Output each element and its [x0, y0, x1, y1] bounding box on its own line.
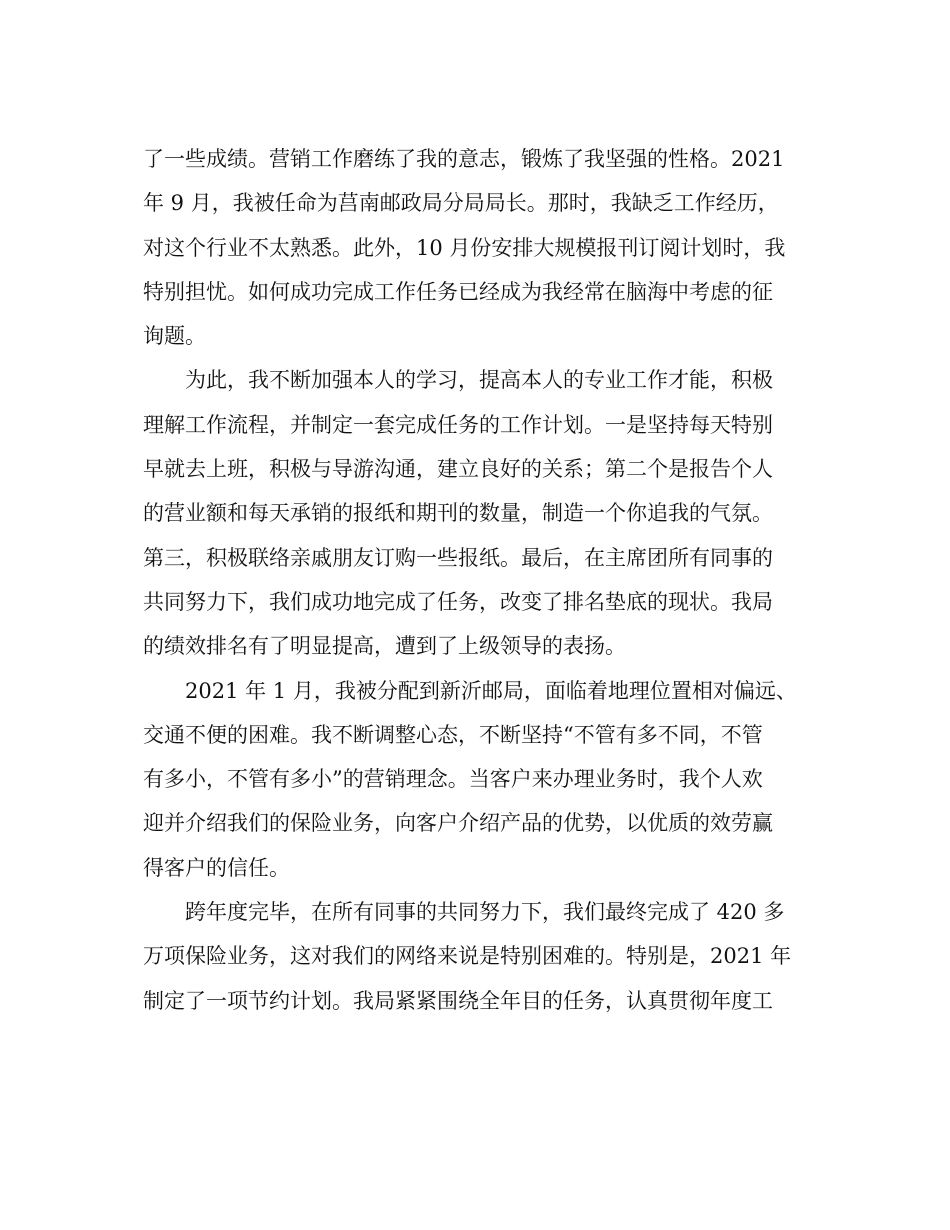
- text-line: 得客户的信任。: [143, 855, 290, 880]
- text-line: 第三，积极联络亲戚朋友订购一些报纸。最后，在主席团所有同事的: [143, 545, 773, 570]
- text-line: 有多小，不管有多小”的营销理念。当客户来办理业务时，我个人欢: [143, 767, 763, 792]
- document-body: [143, 137, 811, 1023]
- text-line: 早就去上班，积极与导游沟通，建立良好的关系；第二个是报告个人: [143, 457, 773, 482]
- text-line: 特别担忧。如何成功完成工作任务已经成为我经常在脑海中考虑的征: [143, 279, 773, 304]
- text-line: 共同努力下，我们成功地完成了任务，改变了排名垫底的现状。我局: [143, 589, 773, 614]
- text-line: 的绩效排名有了明显提高，遭到了上级领导的表扬。: [143, 634, 626, 659]
- text-line: 理解工作流程，并制定一套完成任务的工作计划。一是坚持每天特别: [143, 412, 773, 437]
- text-line: 为此，我不断加强本人的学习，提高本人的专业工作才能，积极: [185, 368, 773, 393]
- text-line: 万项保险业务，这对我们的网络来说是特别困难的。特别是，2021 年: [143, 944, 792, 969]
- paragraph-1: [143, 137, 811, 358]
- text-line: 询题。: [143, 324, 206, 349]
- text-line: 了一些成绩。营销工作磨练了我的意志，锻炼了我坚强的性格。2021: [143, 147, 785, 171]
- paragraph-3: [143, 669, 811, 890]
- text-line: 的营业额和每天承销的报纸和期刊的数量，制造一个你追我的气氛。: [143, 501, 773, 526]
- paragraph-4: [143, 890, 811, 1023]
- text-line: 年 9 月，我被任命为莒南邮政局分局局长。那时，我缺乏工作经历，: [143, 191, 779, 216]
- text-line: 制定了一项节约计划。我局紧紧围绕全年目的任务，认真贯彻年度工: [143, 988, 773, 1013]
- text-line: 对这个行业不太熟悉。此外，10 月份安排大规模报刊订阅计划时，我: [143, 235, 786, 260]
- text-line: 2021 年 1 月，我被分配到新沂邮局，面临着地理位置相对偏远、: [185, 678, 797, 703]
- text-line: 交通不便的困难。我不断调整心态，不断坚持“不管有多不同，不管: [143, 722, 763, 747]
- text-line: 迎并介绍我们的保险业务，向客户介绍产品的优势，以优质的效劳赢: [143, 811, 773, 836]
- paragraph-2: [143, 358, 811, 668]
- text-line: 跨年度完毕，在所有同事的共同努力下，我们最终完成了 420 多: [185, 900, 785, 925]
